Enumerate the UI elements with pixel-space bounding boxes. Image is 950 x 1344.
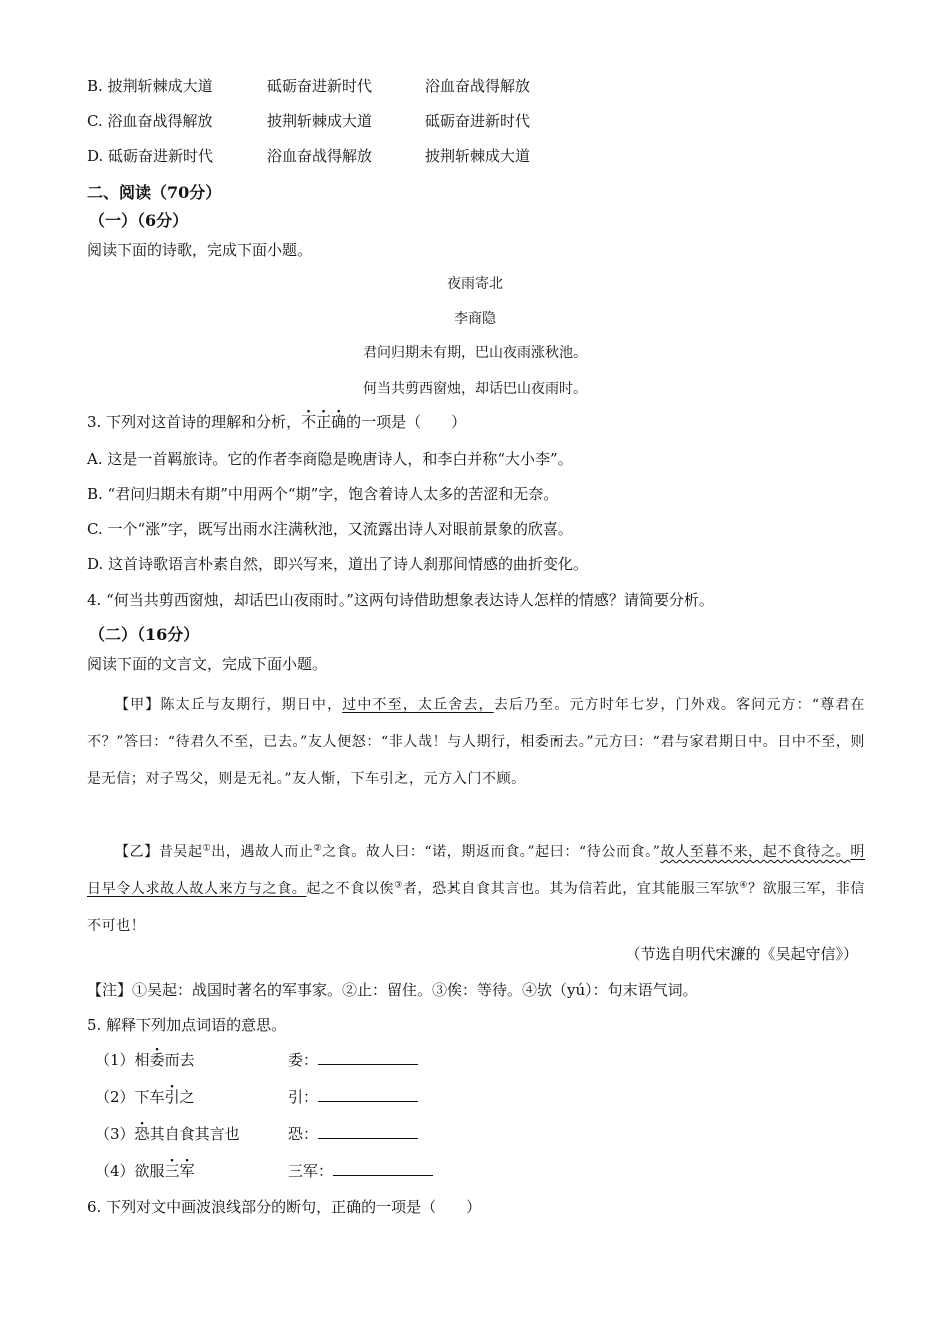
section-title: 二、阅读（70分）	[87, 183, 222, 202]
passage-jia: 【甲】陈太丘与友期行，期日中，过中不至，太丘舍去，去后乃至。元方时年七岁，门外戏。客问元方：“尊君在不？”答曰：“待君久不至，已去。”友人便怒：“非人哉！与人期行，相· 委而去。”元方曰：“君与家君期日中。日中不至，则是无信；对子骂父，则是无礼。”友人惭，下车· 引之，元方入门不顾。	[87, 687, 865, 798]
answer-blank[interactable]	[318, 1050, 418, 1065]
part1-instruction: 阅读下面的诗歌，完成下面小题。	[87, 241, 313, 259]
part1-title: （一）（6分）	[89, 211, 189, 230]
answer-blank[interactable]	[318, 1087, 418, 1102]
q3-option-d: D. 这首诗歌语言朴素自然，即兴写来，道出了诗人刹那间情感的曲折变化。	[87, 555, 589, 573]
poem-title: 夜雨寄北	[447, 276, 503, 292]
part2-title: （二）（16分）	[89, 625, 200, 644]
answer-blank[interactable]	[318, 1124, 418, 1139]
answer-blank[interactable]	[333, 1161, 433, 1176]
q3-stem: 3. 下列对这首诗的理解和分析，不正确的一项是（ ）	[87, 413, 467, 431]
q2-option-c: C. 浴血奋战得解放 披荆斩棘成大道 砥砺奋进新时代	[87, 112, 531, 130]
q6-question: 6. 下列对文中画波浪线部分的断句，正确的一项是（ ）	[87, 1198, 482, 1216]
q3-option-c: C. 一个“涨”字，既写出雨水注满秋池，又流露出诗人对眼前景象的欣喜。	[87, 520, 573, 538]
passage-yi: 【乙】昔吴起①出，遇故人而止②之食。故人曰：“诺，期返而食。”起曰：“待公而食。”故人至暮不来，起不食待之。明日早令人求故人故人来方与之食。起之不食以俟③者，· 恐其自食其言也。其为信若此，宜其能服三军欤④？欲服三军，非信不可也！	[87, 834, 865, 945]
q2-option-d: D. 砥砺奋进新时代 浴血奋战得解放 披荆斩棘成大道	[87, 147, 531, 165]
poem-line-1: 君问归期未有期，巴山夜雨涨秋池。	[363, 345, 587, 361]
annotation-note: 【注】①吴起：战国时著名的军事家。②止：留住。③俟：等待。④欤（yú）：句末语气词。	[87, 981, 698, 999]
q3-option-b: B. “君问归期未有期”中用两个“期”字，饱含着诗人太多的苦涩和无奈。	[87, 485, 559, 503]
q4-question: 4. “何当共剪西窗烛，却话巴山夜雨时。”这两句诗借助想象表达诗人怎样的情感？请简要分析。	[87, 591, 714, 609]
q5-title: 5. 解释下列加点词语的意思。	[87, 1016, 287, 1034]
source-note: （节选自明代宋濂的《吴起守信》）	[625, 945, 858, 963]
poem-line-2: 何当共剪西窗烛，却话巴山夜雨时。	[363, 381, 587, 397]
q2-option-b: B. 披荆斩棘成大道 砥砺奋进新时代 浴血奋战得解放	[87, 77, 531, 95]
poem-author: 李商隐	[454, 311, 496, 327]
q3-option-a: A. 这是一首羁旅诗。它的作者李商隐是晚唐诗人，和李白并称“大小李”。	[87, 450, 573, 468]
part2-instruction: 阅读下面的文言文，完成下面小题。	[87, 655, 328, 673]
